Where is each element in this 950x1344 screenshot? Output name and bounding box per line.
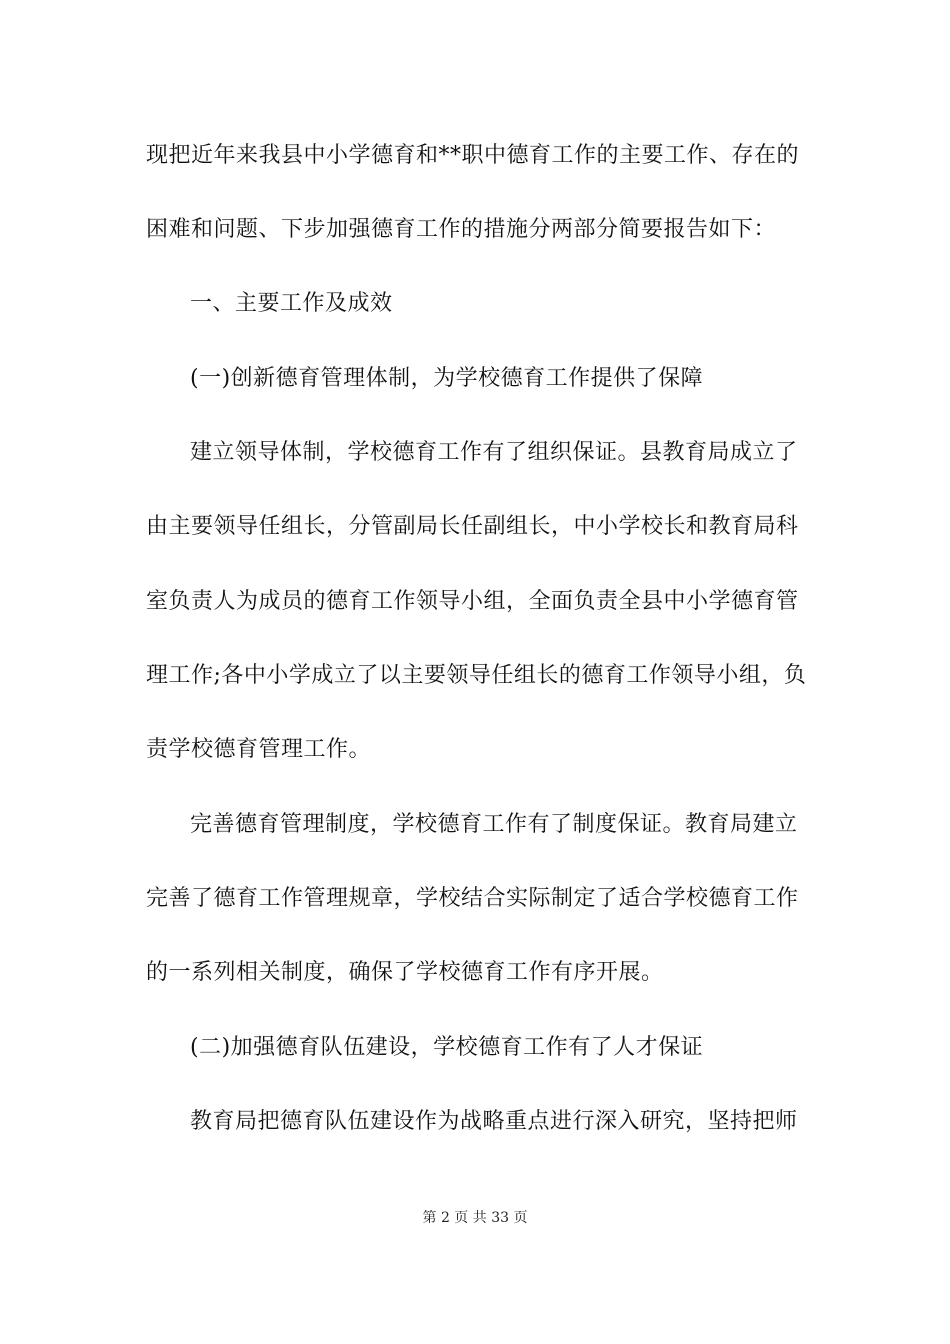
- body-text-line: 困难和问题、下步加强德育工作的措施分两部分简要报告如下：: [146, 217, 777, 242]
- body-text-line: 由主要领导任组长，分管副局长任副组长，中小学校长和教育局科: [146, 514, 799, 539]
- body-text-line: 室负责人为成员的德育工作领导小组，全面负责全县中小学德育管: [146, 589, 799, 614]
- subsection-heading: (二)加强德育队伍建设，学校德育工作有了人才保证: [190, 1035, 704, 1060]
- section-heading: 一、主要工作及成效: [190, 291, 393, 316]
- body-text-line: 完善了德育工作管理规章，学校结合实际制定了适合学校德育工作: [146, 886, 799, 911]
- body-text-line: 教育局把德育队伍建设作为战略重点进行深入研究，坚持把师: [190, 1109, 798, 1134]
- body-text-line: 建立领导体制，学校德育工作有了组织保证。县教育局成立了: [190, 440, 798, 465]
- body-text-line: 现把近年来我县中小学德育和**职中德育工作的主要工作、存在的: [146, 143, 800, 168]
- body-text-line: 完善德育管理制度，学校德育工作有了制度保证。教育局建立: [190, 812, 798, 837]
- subsection-heading: (一)创新德育管理体制，为学校德育工作提供了保障: [190, 366, 704, 391]
- page-footer: 第 2 页 共 33 页: [422, 1210, 528, 1226]
- body-text-line: 责学校德育管理工作。: [146, 737, 372, 762]
- body-text-line: 的一系列相关制度，确保了学校德育工作有序开展。: [146, 960, 664, 985]
- body-text-line: 理工作;各中小学成立了以主要领导任组长的德育工作领导小组，负: [146, 663, 807, 688]
